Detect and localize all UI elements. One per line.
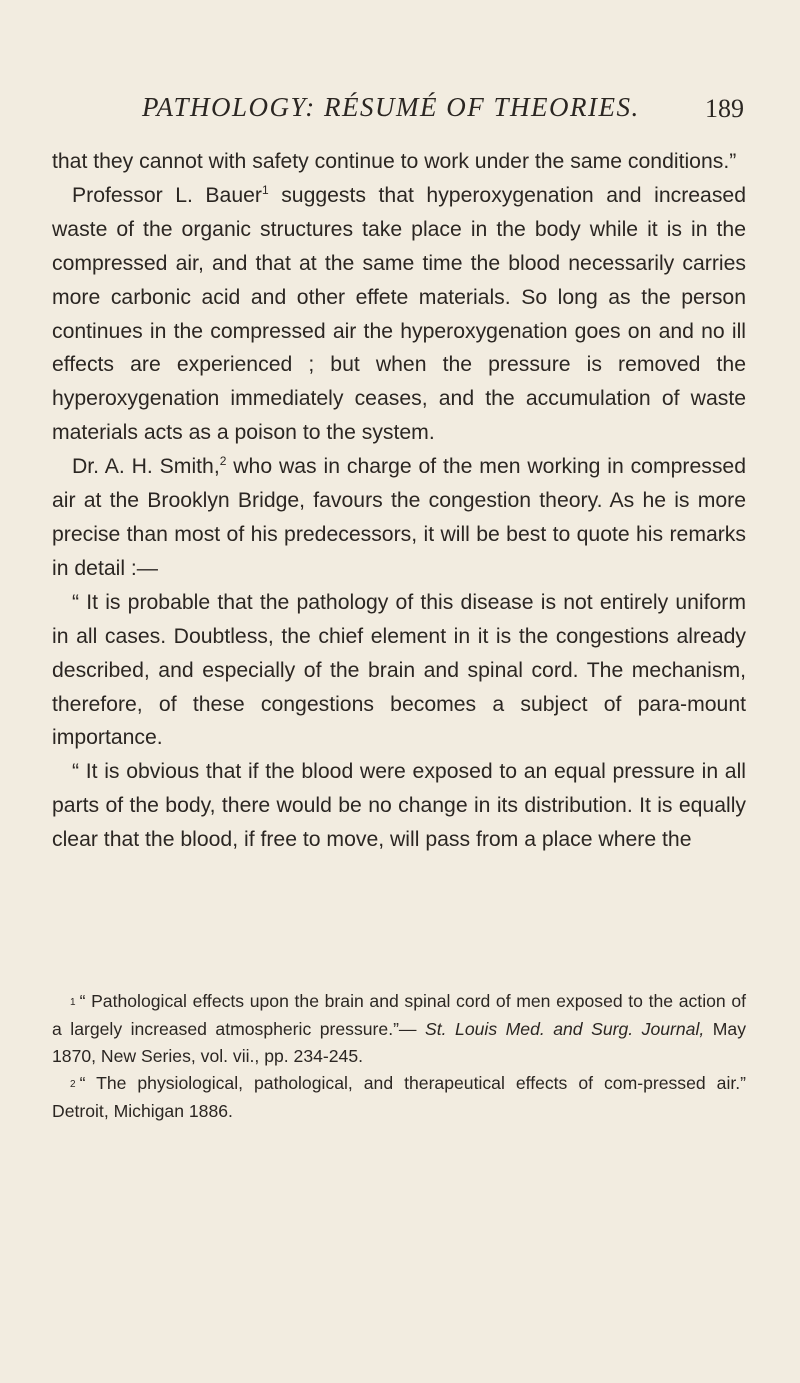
bauer-text-end: suggests that hyperoxygenation and increased waste of the organic structures take place in the body while it is in the compressed air, and that at the same time the blood necessarily carries more carbonic acid and other effete materials. So long as the person continues in the compressed air the hyperoxygenation goes on and no ill effects are experienced ; but when the pressure is removed the hyperoxygenation immediately ceases, and the accumulation of waste materials acts as a poison to the system. — [52, 183, 746, 445]
page-header — [52, 92, 744, 132]
page-number: 189 — [705, 94, 744, 123]
footnote-1-mark: 1 — [70, 997, 76, 1008]
footnotes — [52, 988, 746, 1125]
footnote-1 — [52, 988, 746, 1070]
footnote-ref-1: 1 — [261, 182, 269, 197]
smith-text-end: who was in charge of the men working in compressed air at the Brooklyn Bridge, favours the congestion theory. As he is more precise than most of his predecessors, it will be best to quote his remarks in detail :— — [52, 455, 746, 580]
footnote-1-journal: St. Louis Med. and Surg. Journal, — [425, 1019, 705, 1039]
footnote-2-mark: 2 — [70, 1079, 76, 1090]
running-head: PATHOLOGY: RÉSUMÉ OF THEORIES. — [142, 92, 640, 122]
body-text — [52, 145, 746, 857]
quote-paragraph-2: “ It is obvious that if the blood were exposed to an equal pressure in all parts of the body, there would be no change in its distribution. It is equally clear that the blood, if free to move, will pass from a place where the — [52, 760, 746, 852]
footnote-ref-2: 2 — [219, 454, 227, 469]
smith-text-start: Dr. A. H. Smith, — [72, 455, 220, 479]
quote-paragraph-1: “ It is probable that the pathology of this disease is not entirely uniform in all cases. Doubtless, the chief element in it is the congestions already described, and especially of the brain and spinal cord. The mechanism, therefore, of these congestions becomes a subject of para-mount importance. — [52, 590, 746, 750]
paragraph-continuation: that they cannot with safety continue to work under the same conditions.” — [52, 150, 737, 173]
footnote-2-text: “ The physiological, pathological, and therapeutical effects of com-pressed air.” Detroit, Michigan 1886. — [52, 1073, 746, 1121]
footnote-1-title: “ Pathological effects upon the brain and spinal cord of men exposed to the action of a largely increased atmospheric pressure.”— — [52, 991, 746, 1039]
bauer-text-start: Professor L. Bauer — [72, 183, 262, 207]
footnote-1-details: May 1870, New Series, vol. vii., pp. 234-245. — [52, 1019, 746, 1066]
paragraph-bauer — [52, 179, 746, 450]
paragraph-smith — [52, 450, 746, 586]
footnote-2 — [52, 1070, 746, 1125]
